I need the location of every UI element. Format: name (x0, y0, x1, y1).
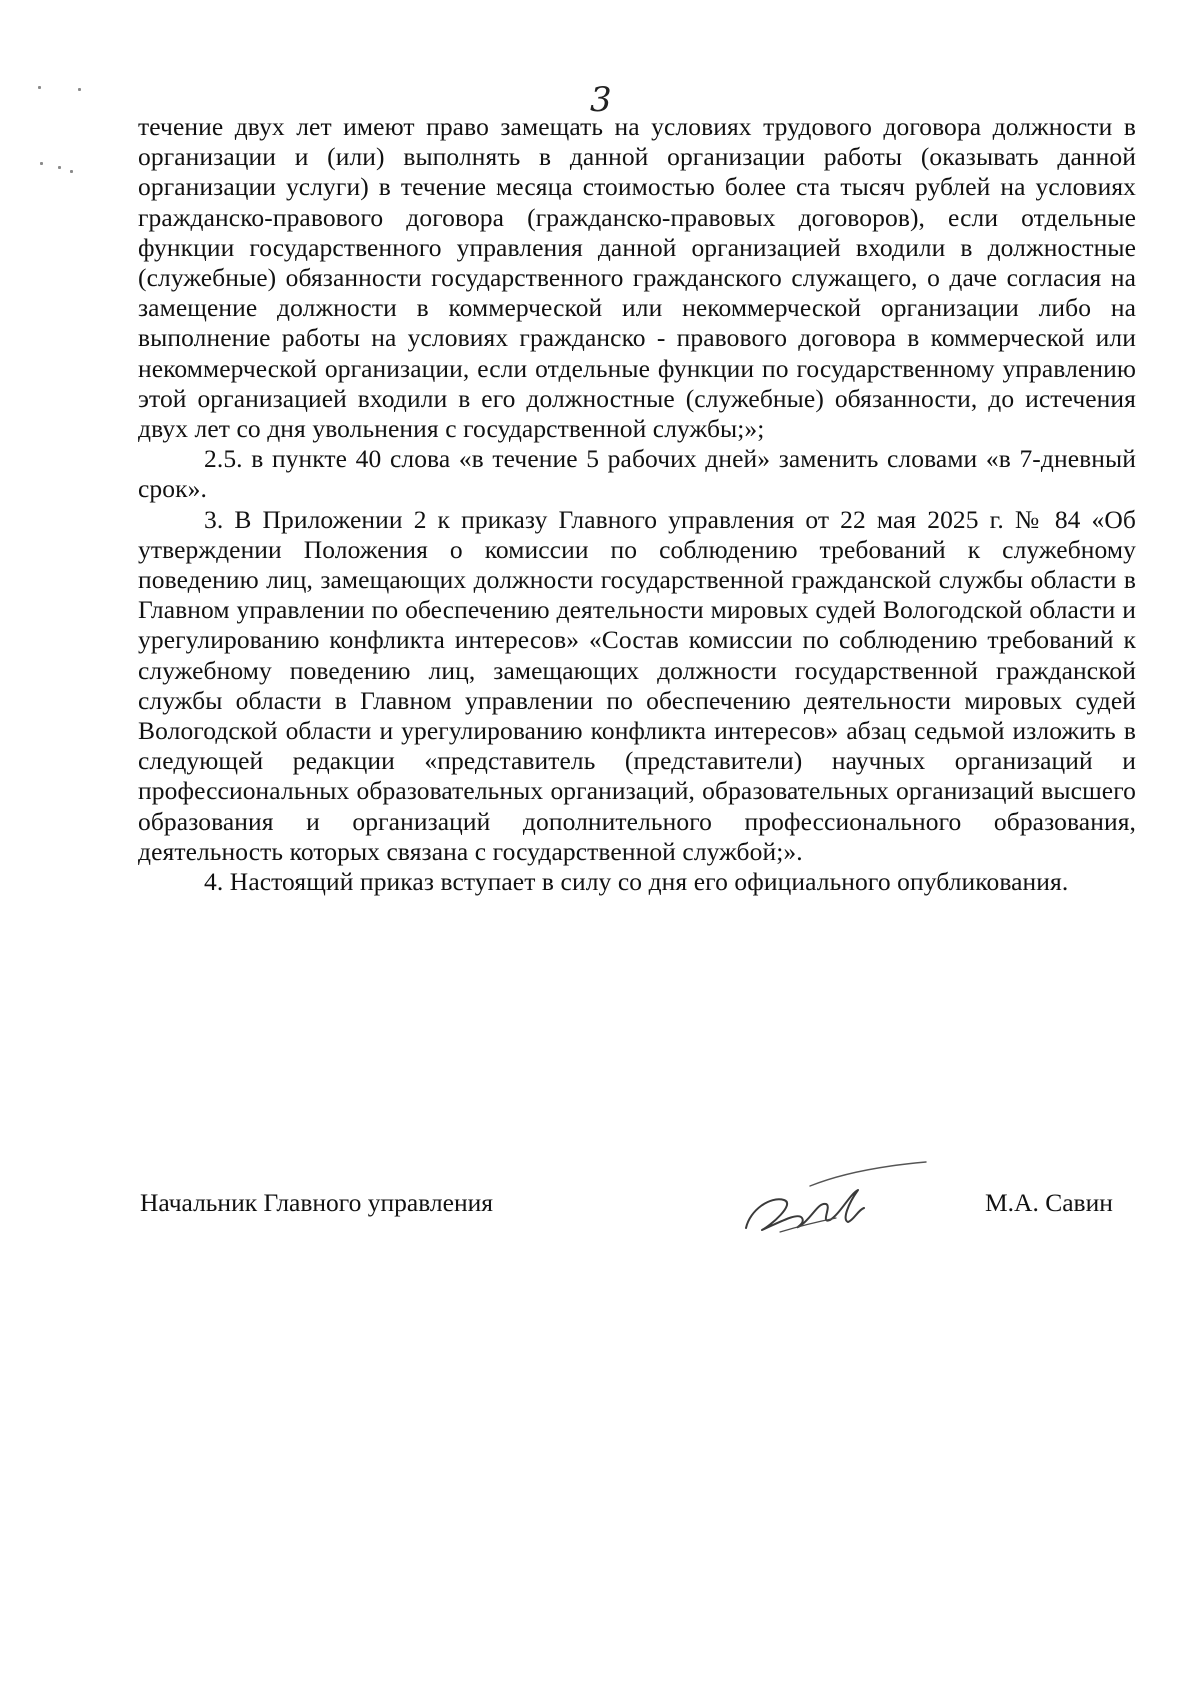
document-body (138, 112, 1136, 897)
signatory-name: М.А. Савин (985, 1188, 1113, 1217)
scan-speck (38, 86, 41, 89)
scan-speck (40, 162, 43, 165)
scan-speck (78, 88, 81, 91)
page-number: 3 (590, 80, 612, 120)
paragraph-item-3: 3. В Приложении 2 к приказу Главного управления от 22 мая 2025 г. № 84 «Об утверждении Положения о комиссии по соблюдению требований к служебному поведению лиц, замещающих должности государственной гражданской службы области в Главном управлении по обеспечению деятельности мировых судей Вологодской области и урегулированию конфликта интересов» «Состав комиссии по соблюдению требований к служебному поведению лиц, замещающих должности государственной гражданской службы области в Главном управлении по обеспечению деятельности мировых судей Вологодской области и урегулированию конфликта интересов» абзац седьмой изложить в следующей редакции «представитель (представители) научных организаций и профессиональных образовательных организаций, образовательных организаций высшего образования и организаций дополнительного профессионального образования, деятельность которых связана с государственной службой;». (138, 504, 1136, 866)
signatory-position: Начальник Главного управления (140, 1188, 493, 1217)
paragraph-item-2-5: 2.5. в пункте 40 слова «в течение 5 рабочих дней» заменить словами «в 7-дневный срок». (138, 444, 1136, 504)
scan-speck (70, 170, 73, 173)
paragraph-item-4: 4. Настоящий приказ вступает в силу со дня его официального опубликования. (204, 867, 1069, 897)
paragraph-continuation: течение двух лет имеют право замещать на условиях трудового договора должности в организации и (или) выполнять в данной организации работы (оказывать данной организации услуги) в течение месяца стоимостью более ста тысяч рублей на условиях гражданско-правового договора (гражданско-правовых договоров), если отдельные функции государственного управления данной организацией входили в должностные (служебные) обязанности государственного гражданского служащего, о даче согласия на замещение должности в коммерческой или некоммерческой организации либо на выполнение работы на условиях гражданско - правового договора в коммерческой или некоммерческой организации, если отдельные функции по государственному управлению этой организацией входили в его должностные (служебные) обязанности, до истечения двух лет со дня увольнения с государственной службы;»; (138, 112, 1136, 444)
scan-speck (58, 166, 61, 169)
handwritten-signature (740, 1160, 930, 1250)
signature-block (0, 1160, 1200, 1280)
